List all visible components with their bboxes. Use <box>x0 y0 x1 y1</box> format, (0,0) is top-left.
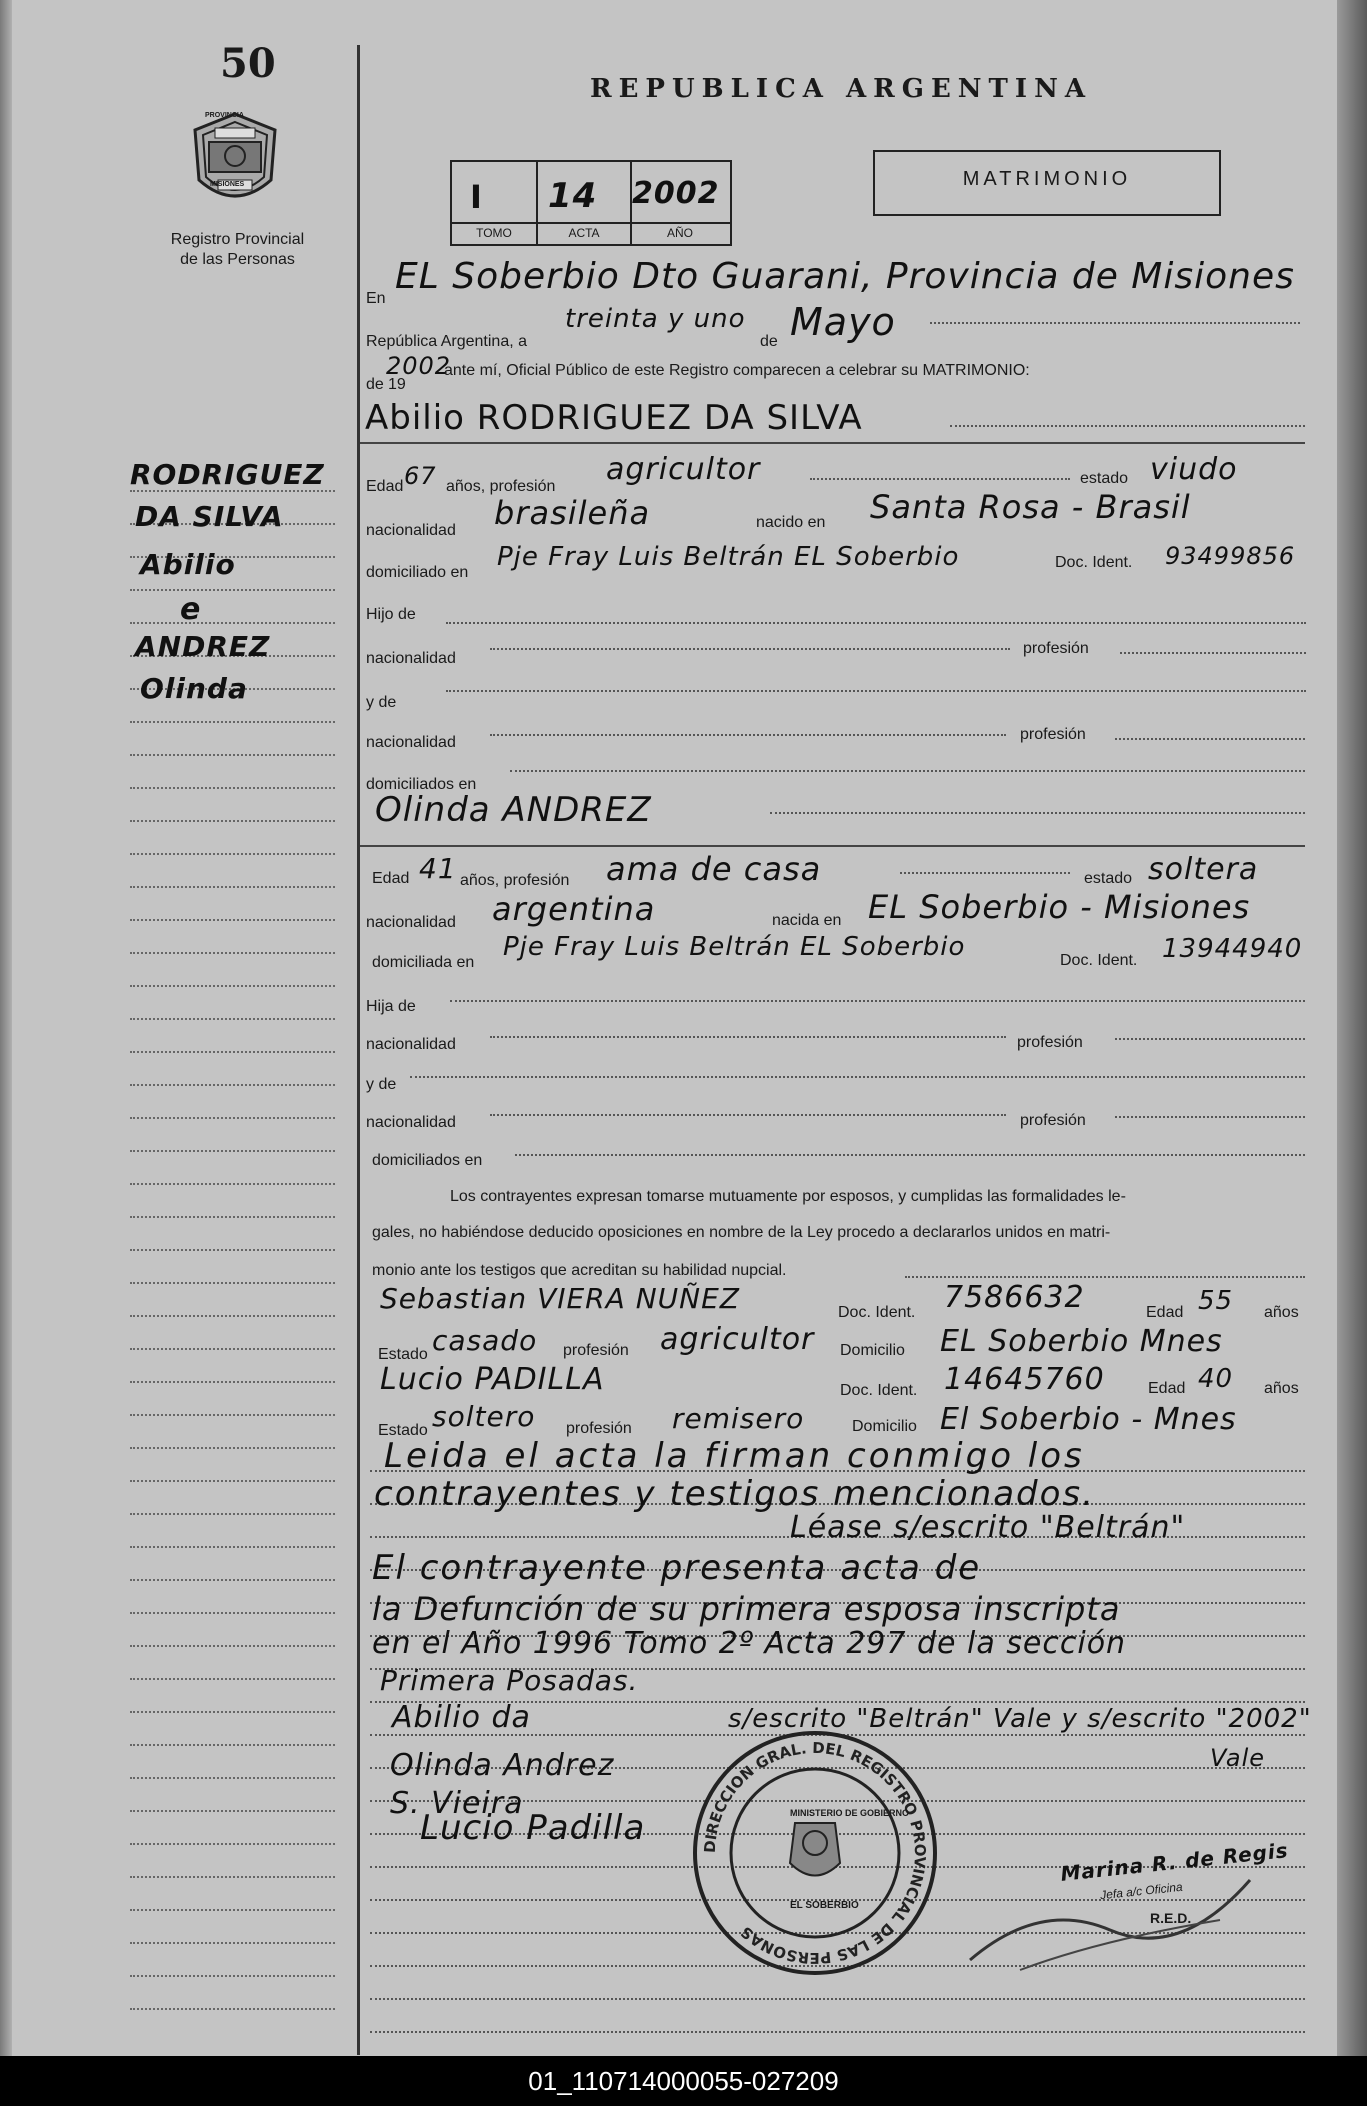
groom-yde-label: y de <box>366 694 397 711</box>
margin-rule-line <box>130 1414 335 1416</box>
groom-edad-label: Edad <box>366 478 404 495</box>
margin-rule-line <box>130 1612 335 1614</box>
vale-word: Vale <box>1210 1744 1266 1772</box>
margin-rule-line <box>130 721 335 723</box>
witness1-signature: S. Vieira <box>390 1786 524 1821</box>
witness1-edad-label: Edad <box>1146 1304 1184 1321</box>
bride-domiciliada-label: domiciliada en <box>372 954 475 971</box>
note-line-7: Primera Posadas. <box>380 1664 639 1697</box>
witness1-doc: 7586632 <box>944 1280 1085 1315</box>
witness1-estado-label: Estado <box>378 1346 428 1363</box>
column-divider <box>357 45 360 2055</box>
margin-rule-line <box>130 1744 335 1746</box>
margin-surname-3: ANDREZ <box>135 630 271 663</box>
witness2-profession: remisero <box>672 1402 805 1435</box>
bride-anos-label: años, profesión <box>460 872 570 889</box>
margin-rule-line <box>130 1183 335 1185</box>
official-stamp-icon <box>690 1728 940 1978</box>
margin-rule-line <box>130 1447 335 1449</box>
margin-rule-line <box>130 919 335 921</box>
bride-nationality: argentina <box>492 890 656 928</box>
bride-separator <box>360 845 1305 847</box>
margin-rule-line <box>130 1216 335 1218</box>
margin-rule-line <box>130 1381 335 1383</box>
witness1-doc-label: Doc. Ident. <box>838 1304 916 1321</box>
bride-nacionalidad3-label: nacionalidad <box>366 1114 456 1131</box>
margin-conjunction: e <box>180 592 202 627</box>
en-label: En <box>366 290 386 307</box>
margin-rule-line <box>130 1876 335 1878</box>
witness1-profesion-label: profesión <box>563 1342 629 1359</box>
act-type-label: MATRIMONIO <box>962 168 1132 190</box>
note-line-2: contrayentes y testigos mencionados. <box>374 1474 1095 1514</box>
witness2-address: El Soberbio - Mnes <box>940 1402 1237 1437</box>
witness2-anos-label: años <box>1264 1380 1299 1397</box>
margin-rule-line <box>130 1975 335 1977</box>
bride-profesion3-label: profesión <box>1020 1112 1086 1129</box>
declaration-line-3: monio ante los testigos que acreditan su habilidad nupcial. <box>372 1262 787 1279</box>
groom-address: Pje Fray Luis Beltrán EL Soberbio <box>497 542 960 572</box>
place-value: EL Soberbio Dto Guarani, Provincia de Misiones <box>395 256 1295 297</box>
groom-nacionalidad-label: nacionalidad <box>366 522 456 539</box>
margin-rule-line <box>130 1084 335 1086</box>
groom-hijo-line <box>446 622 1306 624</box>
declaration-line-3-fill <box>905 1276 1305 1278</box>
official-signature: Marina R. de Regis <box>1059 1838 1290 1886</box>
groom-age: 67 <box>404 462 437 490</box>
witness2-profesion-label: profesión <box>566 1420 632 1437</box>
bride-domiciliados-label: domiciliados en <box>372 1152 483 1169</box>
bride-nacida-label: nacida en <box>772 912 842 929</box>
margin-rule-line <box>130 2008 335 2010</box>
registry-label <box>150 230 325 270</box>
acta-label: ACTA <box>568 226 600 240</box>
margin-rule-line <box>130 589 335 591</box>
margin-rule-line <box>130 1480 335 1482</box>
margin-rule-line <box>130 1051 335 1053</box>
vale-note: s/escrito "Beltrán" Vale y s/escrito "2002" <box>728 1704 1312 1734</box>
acta-value: 14 <box>548 176 598 216</box>
groom-doc-label: Doc. Ident. <box>1055 554 1133 571</box>
month-line <box>930 322 1300 324</box>
seal-top-label: PROVINCIA <box>205 112 244 119</box>
witness2-estado-label: Estado <box>378 1422 428 1439</box>
margin-rule-line <box>130 1843 335 1845</box>
witness1-profession: agricultor <box>660 1322 815 1357</box>
margin-rule-line <box>130 1282 335 1284</box>
witness1-name: Sebastian VIERA NUÑEZ <box>380 1282 740 1315</box>
margin-surname-1: RODRIGUEZ <box>130 458 325 491</box>
margin-rule-line <box>130 787 335 789</box>
bride-nac3-line <box>490 1114 1006 1116</box>
bride-doc-label: Doc. Ident. <box>1060 952 1138 969</box>
month-value: Mayo <box>790 300 896 344</box>
margin-rule-line <box>130 1513 335 1515</box>
witness2-age: 40 <box>1198 1364 1234 1394</box>
republica-label: República Argentina, a <box>366 333 527 350</box>
country-title: REPUBLICA ARGENTINA <box>590 74 1093 104</box>
de-label: de <box>760 333 778 350</box>
groom-hijo-label: Hijo de <box>366 606 416 623</box>
bride-nacionalidad-label: nacionalidad <box>366 914 456 931</box>
witness2-status: soltero <box>432 1400 536 1433</box>
margin-rule-line <box>130 853 335 855</box>
groom-profesion2-label: profesión <box>1023 640 1089 657</box>
witness2-doc: 14645760 <box>944 1362 1105 1397</box>
margin-rule-line <box>130 985 335 987</box>
margin-given-name-1: Abilio <box>140 548 236 581</box>
book-binding <box>0 0 12 2056</box>
margin-rule-line <box>130 1315 335 1317</box>
groom-nationality: brasileña <box>494 494 651 532</box>
note-rule-line <box>370 1998 1305 2000</box>
footer-identifier: 01_110714000055-027209 <box>0 2056 1367 2106</box>
groom-profession-line <box>810 478 1070 480</box>
bride-doms-line <box>515 1154 1305 1156</box>
registry-label-line1: Registro Provincial <box>170 231 305 248</box>
witness2-signature: Lucio Padilla <box>420 1808 646 1848</box>
bride-prof2-line <box>1115 1038 1305 1040</box>
margin-rule-line <box>130 1249 335 1251</box>
groom-yde-line <box>446 690 1306 692</box>
stamp-ring-text: DIRECCION GRAL. DEL REGISTRO PROVINCIAL DE LAS PERSONAS <box>700 1738 930 1968</box>
groom-nacionalidad2-label: nacionalidad <box>366 650 456 667</box>
day-value: treinta y uno <box>565 304 746 334</box>
margin-rule-line <box>130 1117 335 1119</box>
bride-hija-label: Hija de <box>366 998 416 1015</box>
margin-rule-line <box>130 1810 335 1812</box>
groom-anos-label: años, profesión <box>446 478 556 495</box>
groom-prof2-line <box>1120 652 1306 654</box>
year-value: 2002 <box>386 352 452 380</box>
margin-rule-line <box>130 952 335 954</box>
note-line-4: El contrayente presenta acta de <box>372 1548 982 1588</box>
note-line-6: en el Año 1996 Tomo 2º Acta 297 de la sección <box>372 1626 1127 1661</box>
margin-given-name-2: Olinda <box>140 672 248 705</box>
groom-name-line <box>950 425 1305 427</box>
bride-age: 41 <box>419 852 457 885</box>
witness2-doc-label: Doc. Ident. <box>840 1382 918 1399</box>
margin-rule-line <box>130 1018 335 1020</box>
note-line-5: la Defunción de su primera esposa inscripta <box>372 1590 1121 1628</box>
stamp-bottom-text: EL SOBERBIO <box>790 1900 859 1911</box>
margin-rule-line <box>130 754 335 756</box>
margin-surname-2: DA SILVA <box>135 500 284 533</box>
groom-domiciliados-label: domiciliados en <box>366 776 477 793</box>
margin-rule-line <box>130 1348 335 1350</box>
groom-nacido-label: nacido en <box>756 514 826 531</box>
margin-rule-line <box>130 1777 335 1779</box>
margin-rule-line <box>130 1150 335 1152</box>
groom-birthplace: Santa Rosa - Brasil <box>870 488 1191 526</box>
groom-doc: 93499856 <box>1165 542 1296 570</box>
note-line-3: Léase s/escrito "Beltrán" <box>790 1510 1186 1545</box>
bride-yde-line <box>410 1076 1305 1078</box>
bride-profession: ama de casa <box>606 850 822 888</box>
official-initials: R.E.D. <box>1150 1910 1192 1926</box>
margin-rule-line <box>130 1546 335 1548</box>
witness1-domicilio-label: Domicilio <box>840 1342 905 1359</box>
ano-label: AÑO <box>666 226 693 240</box>
official-signature-flourish-icon <box>960 1860 1260 1980</box>
bride-yde-label: y de <box>366 1076 397 1093</box>
bride-status: soltera <box>1148 852 1259 887</box>
note-rule-line <box>370 2031 1305 2033</box>
witness1-age: 55 <box>1198 1286 1234 1316</box>
witness2-domicilio-label: Domicilio <box>852 1418 917 1435</box>
bride-name-line <box>770 812 1305 814</box>
groom-estado-label: estado <box>1080 470 1129 487</box>
declaration-line-2: gales, no habiéndose deducido oposiciones en nombre de la Ley procedo a declararlos unidos en matri- <box>372 1224 1111 1241</box>
witness1-status: casado <box>432 1324 538 1357</box>
tomo-label: TOMO <box>476 226 512 240</box>
witness1-address: EL Soberbio Mnes <box>940 1324 1223 1359</box>
page-number: 50 <box>220 40 276 87</box>
groom-doms-line <box>510 770 1305 772</box>
note-line-1: Leida el acta la firman conmigo los <box>384 1436 1085 1476</box>
groom-profession: agricultor <box>606 452 761 487</box>
record-box-label-rule <box>450 222 730 224</box>
ano-value: 2002 <box>632 176 720 211</box>
intro-text: ante mí, Oficial Público de este Registro comparecen a celebrar su MATRIMONIO: <box>444 362 1030 379</box>
bride-prof3-line <box>1115 1116 1305 1118</box>
groom-nacionalidad3-label: nacionalidad <box>366 734 456 751</box>
margin-rule-line <box>130 1645 335 1647</box>
bride-birthplace: EL Soberbio - Misiones <box>868 888 1251 926</box>
bride-name: Olinda ANDREZ <box>375 790 652 830</box>
bride-estado-label: estado <box>1084 870 1133 887</box>
registry-label-line2: de las Personas <box>180 251 295 268</box>
bride-address: Pje Fray Luis Beltrán EL Soberbio <box>503 932 966 962</box>
groom-name: Abilio RODRIGUEZ DA SILVA <box>365 398 863 438</box>
margin-rule-line <box>130 1909 335 1911</box>
bride-signature: Olinda Andrez <box>390 1748 615 1783</box>
year-printed: 19 <box>388 376 406 393</box>
groom-signature: Abilio da <box>392 1700 531 1735</box>
witness1-anos-label: años <box>1264 1304 1299 1321</box>
groom-domicilio-label: domiciliado en <box>366 564 469 581</box>
margin-rule-line <box>130 886 335 888</box>
page-edge <box>1337 0 1367 2056</box>
groom-nac2-line <box>490 648 1010 650</box>
witness2-edad-label: Edad <box>1148 1380 1186 1397</box>
year-prefix-label: de <box>366 376 384 393</box>
margin-rule-line <box>130 1711 335 1713</box>
bride-profession-line <box>900 872 1070 874</box>
bride-doc: 13944940 <box>1162 934 1303 964</box>
margin-rule-line <box>130 1579 335 1581</box>
margin-rule-line <box>130 1942 335 1944</box>
groom-separator <box>360 442 1305 444</box>
groom-profesion3-label: profesión <box>1020 726 1086 743</box>
stamp-inner-text: MINISTERIO DE GOBIERNO <box>790 1808 910 1818</box>
bride-profesion2-label: profesión <box>1017 1034 1083 1051</box>
bride-edad-label: Edad <box>372 870 410 887</box>
groom-status: viudo <box>1150 452 1238 487</box>
tomo-value: I <box>470 178 483 216</box>
groom-prof3-line <box>1115 738 1305 740</box>
seal-bottom-label: MISIONES <box>210 181 245 188</box>
bride-hija-line <box>450 1000 1305 1002</box>
bride-nacionalidad2-label: nacionalidad <box>366 1036 456 1053</box>
margin-rule-line <box>130 622 335 624</box>
official-subtitle: Jefa a/c Oficina <box>1099 1879 1184 1903</box>
bride-nac2-line <box>490 1036 1006 1038</box>
groom-nac3-line <box>490 734 1006 736</box>
margin-rule-line <box>130 1678 335 1680</box>
witness2-name: Lucio PADILLA <box>380 1362 605 1397</box>
margin-rule-line <box>130 820 335 822</box>
declaration-line-1: Los contrayentes expresan tomarse mutuamente por esposos, y cumplidas las formalidades le- <box>450 1188 1126 1205</box>
provincial-seal-icon <box>185 110 285 215</box>
